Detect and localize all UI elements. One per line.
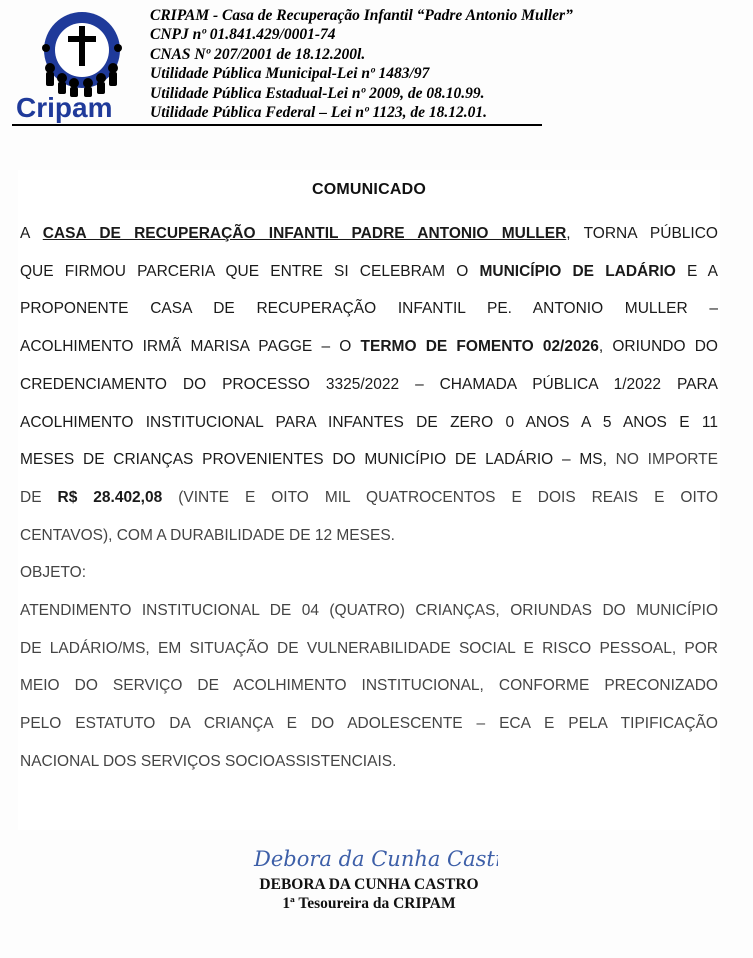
header-line: Utilidade Pública Federal – Lei nº 1123, de 18.12.01.	[150, 104, 488, 122]
text-line: CREDENCIAMENTO DO PROCESSO 3325/2022 – CHAMADA PÚBLICA 1/2022 PARA	[20, 375, 718, 393]
object-heading: OBJETO:	[20, 564, 87, 582]
text-line: ACOLHIMENTO IRMÃ MARISA PAGGE – O TERMO DE FOMENTO 02/2026, ORIUNDO DO	[20, 338, 718, 356]
term-number: TERMO DE FOMENTO 02/2026	[360, 338, 599, 356]
amount-value: R$ 28.402,08	[57, 488, 163, 506]
logo-text: Cripam	[16, 92, 113, 123]
text-line: MESES DE CRIANÇAS PROVENIENTES DO MUNICÍPIO DE LADÁRIO – MS, NO IMPORTE	[20, 451, 718, 469]
signer-role: 1ª Tesoureira da CRIPAM	[282, 895, 456, 912]
text-line: CENTAVOS), COM A DURABILIDADE DE 12 MESES.	[20, 526, 395, 544]
institution-name: CASA DE RECUPERAÇÃO INFANTIL PADRE ANTONIO MULLER	[42, 225, 567, 242]
text-line: DE R$ 28.402,08 (VINTE E OITO MIL QUATROCENTOS E DOIS REAIS E OITO	[20, 488, 718, 506]
text-line: QUE FIRMOU PARCERIA QUE ENTRE SI CELEBRAM O MUNICÍPIO DE LADÁRIO E A	[20, 262, 718, 280]
header-line: CNAS Nº 207/2001 de 18.12.200l.	[150, 45, 366, 63]
header-line: Utilidade Pública Municipal-Lei nº 1483/97	[150, 65, 430, 83]
text-line: PROPONENTE CASA DE RECUPERAÇÃO INFANTIL PE. ANTONIO MULLER –	[20, 300, 718, 318]
signature-text: Debora da Cunha Castro	[254, 847, 498, 871]
text-line: ATENDIMENTO INSTITUCIONAL DE 04 (QUATRO) CRIANÇAS, ORIUNDAS DO MUNICÍPIO	[20, 602, 718, 620]
header-line: CNPJ nº 01.841.429/0001-74	[150, 26, 336, 44]
header-line: Utilidade Pública Estadual-Lei nº 2009, de 08.10.99.	[150, 84, 485, 102]
signer-name: DEBORA DA CUNHA CASTRO	[259, 876, 479, 893]
text-line: DE LADÁRIO/MS, EM SITUAÇÃO DE VULNERABILIDADE SOCIAL E RISCO PESSOAL, POR	[20, 639, 718, 657]
letterhead	[150, 6, 573, 122]
municipality-name: MUNICÍPIO DE LADÁRIO	[479, 262, 676, 280]
document-body	[20, 215, 718, 781]
text-line: ACOLHIMENTO INSTITUCIONAL PARA INFANTES DE ZERO 0 ANOS A 5 ANOS E 11	[20, 413, 718, 431]
header-line: CRIPAM - Casa de Recuperação Infantil “Padre Antonio Muller”	[150, 7, 573, 24]
text-line: MEIO DO SERVIÇO DE ACOLHIMENTO INSTITUCIONAL, CONFORME PRECONIZADO	[20, 677, 718, 695]
text-line: NACIONAL DOS SERVIÇOS SOCIOASSISTENCIAIS.	[20, 752, 397, 770]
handwritten-signature	[248, 832, 498, 880]
text-line: A CASA DE RECUPERAÇÃO INFANTIL PADRE ANTONIO MULLER, TORNA PÚBLICO	[20, 225, 718, 242]
header-divider	[12, 124, 542, 126]
text-line: PELO ESTATUTO DA CRIANÇA E DO ADOLESCENTE – ECA E PELA TIPIFICAÇÃO	[20, 715, 718, 733]
cripam-logo	[12, 6, 148, 126]
document-title: COMUNICADO	[312, 181, 426, 198]
